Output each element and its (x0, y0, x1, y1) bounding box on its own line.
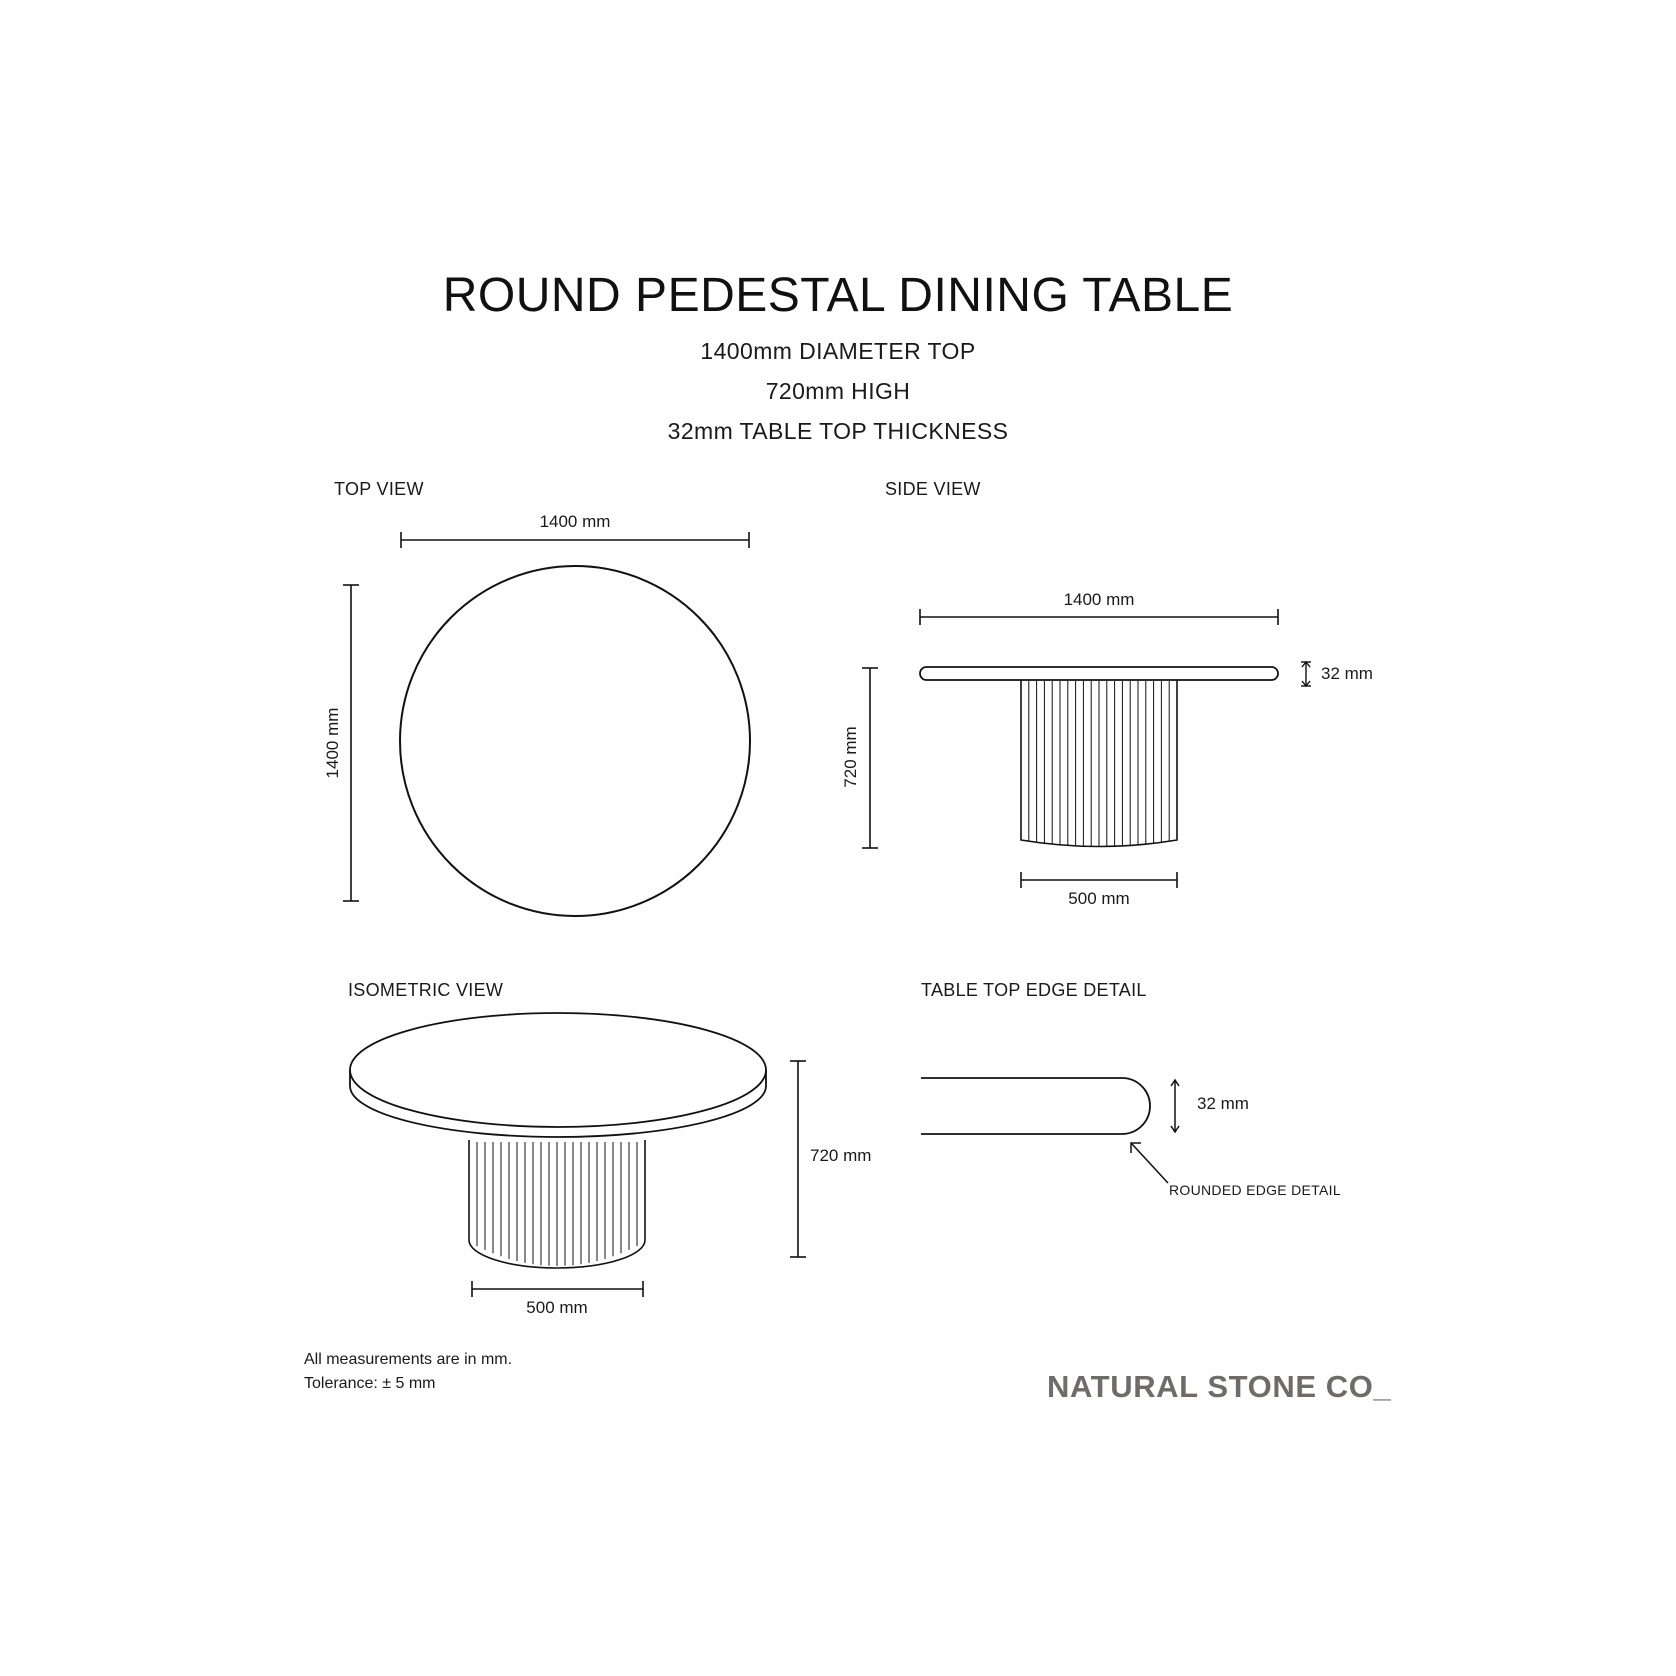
top-view-tabletop-circle (400, 566, 750, 916)
spec-thickness: 32mm TABLE TOP THICKNESS (667, 418, 1009, 444)
side-view-label: SIDE VIEW (885, 479, 981, 499)
top-view-width-dimension-line (401, 532, 749, 548)
side-view-height-label: 720 mm (841, 726, 860, 788)
isometric-view-drawing (350, 1013, 806, 1297)
edge-detail-label: TABLE TOP EDGE DETAIL (921, 980, 1147, 1000)
edge-detail-thickness-dimension-line (1171, 1080, 1179, 1132)
top-view-drawing (343, 532, 750, 916)
side-view-height-dimension-line (862, 668, 878, 848)
isometric-base-label: 500 mm (526, 1298, 588, 1317)
page-title: ROUND PEDESTAL DINING TABLE (442, 269, 1234, 322)
side-view-drawing (862, 609, 1311, 888)
isometric-pedestal (469, 1140, 645, 1268)
side-view-thickness-label: 32 mm (1321, 664, 1373, 683)
isometric-height-dimension-line (790, 1061, 806, 1257)
side-view-tabletop (920, 667, 1278, 680)
side-view-base-label: 500 mm (1068, 889, 1130, 908)
top-view-depth-label: 1400 mm (323, 707, 342, 779)
side-view-pedestal (1021, 680, 1177, 847)
top-view-width-label: 1400 mm (539, 512, 611, 531)
rounded-edge-callout-arrow (1131, 1143, 1168, 1183)
edge-detail-drawing (921, 1078, 1179, 1183)
isometric-view-label: ISOMETRIC VIEW (348, 980, 504, 1000)
top-view-label: TOP VIEW (334, 479, 424, 499)
brand-logo-text: NATURAL STONE CO_ (1047, 1369, 1392, 1404)
isometric-tabletop (350, 1013, 766, 1137)
side-view-width-label: 1400 mm (1063, 590, 1135, 609)
edge-detail-callout-label: ROUNDED EDGE DETAIL (1169, 1182, 1341, 1198)
tolerance-note: Tolerance: ± 5 mm (304, 1375, 436, 1392)
isometric-base-dimension-line (472, 1281, 643, 1297)
side-view-thickness-dimension-line (1301, 662, 1311, 686)
edge-detail-profile (921, 1078, 1150, 1134)
spec-height: 720mm HIGH (765, 378, 911, 404)
measurement-note: All measurements are in mm. (304, 1351, 513, 1368)
side-view-width-dimension-line (920, 609, 1278, 625)
edge-detail-thickness-label: 32 mm (1197, 1094, 1249, 1113)
side-view-base-dimension-line (1021, 872, 1177, 888)
spec-diameter: 1400mm DIAMETER TOP (700, 338, 976, 364)
isometric-height-label: 720 mm (810, 1146, 872, 1165)
top-view-depth-dimension-line (343, 585, 359, 901)
